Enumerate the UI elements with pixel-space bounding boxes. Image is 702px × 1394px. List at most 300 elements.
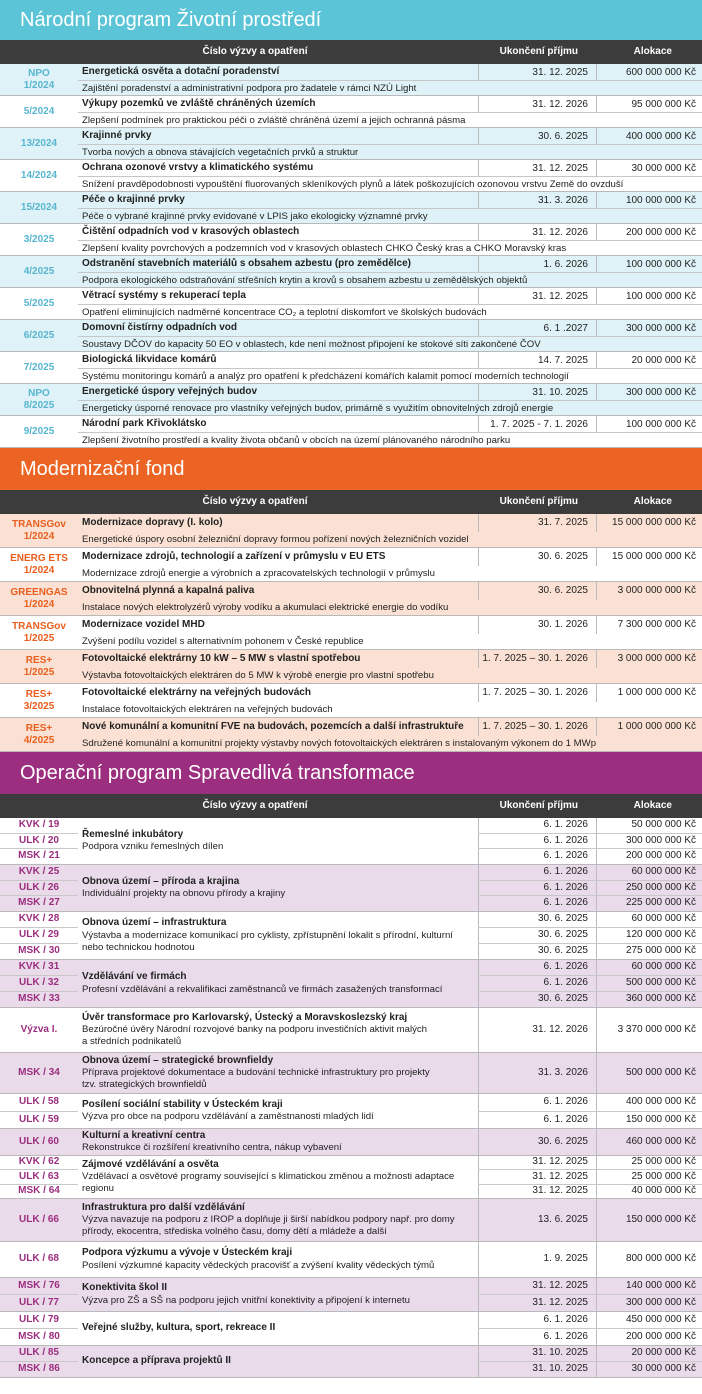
call-code: ULK / 29 bbox=[0, 928, 78, 944]
value-row bbox=[478, 1199, 702, 1241]
value-row bbox=[478, 928, 702, 944]
measure-name: Modernizace vozidel MHD bbox=[82, 618, 205, 630]
call-codes bbox=[0, 1242, 78, 1277]
deadline: 31. 12. 2025 bbox=[478, 1156, 596, 1169]
call-code-line: 8/2025 bbox=[23, 399, 55, 411]
values bbox=[478, 865, 702, 911]
measure-name: Ochrana ozonové vrstvy a klimatického systému bbox=[82, 161, 314, 173]
call-code-line: 1/2024 bbox=[23, 564, 55, 576]
call-code-line: 1/2024 bbox=[23, 598, 55, 610]
allocation: 1 000 000 000 Kč bbox=[596, 684, 702, 702]
row-top bbox=[78, 64, 702, 81]
table-row bbox=[0, 1199, 702, 1242]
deadline: 31. 12. 2025 bbox=[478, 1295, 596, 1311]
allocation: 300 000 000 Kč bbox=[596, 834, 702, 849]
measure-description: Instalace fotovoltaických elektráren na veřejných budovách bbox=[82, 704, 333, 715]
call-code: MSK / 76 bbox=[0, 1278, 78, 1295]
value-row bbox=[478, 818, 702, 834]
table-header bbox=[0, 40, 702, 64]
row-body bbox=[78, 288, 702, 319]
call-code bbox=[0, 352, 78, 383]
values bbox=[478, 818, 702, 864]
deadline: 6. 1. 2026 bbox=[478, 1329, 596, 1345]
call-code: ULK / 77 bbox=[18, 1296, 59, 1308]
measure-name: Obnova území – strategické brownfieldy bbox=[82, 1054, 274, 1066]
value-row bbox=[478, 1362, 702, 1377]
table-row bbox=[0, 548, 702, 582]
call-code-line: 14/2024 bbox=[20, 169, 58, 181]
call-code-line: 3/2025 bbox=[23, 700, 55, 712]
row-top bbox=[78, 224, 702, 241]
row-body bbox=[78, 548, 702, 581]
measure-description: Výzva pro ZŠ a SŠ na podporu jejich vnitřní konektivity a připojení k internetu bbox=[82, 1294, 410, 1306]
measure-name: Řemeslné inkubátory bbox=[82, 828, 184, 840]
call-code: MSK / 64 bbox=[18, 1185, 60, 1197]
values bbox=[478, 1346, 702, 1377]
value-row bbox=[478, 865, 702, 881]
value-row bbox=[478, 1312, 702, 1329]
call-code bbox=[0, 548, 78, 581]
call-codes bbox=[0, 1129, 78, 1155]
call-code: ULK / 68 bbox=[18, 1253, 59, 1265]
call-code bbox=[0, 224, 78, 255]
call-code: ULK / 63 bbox=[0, 1170, 78, 1184]
table-row bbox=[0, 1129, 702, 1156]
value-row bbox=[478, 1185, 702, 1198]
table-row bbox=[0, 1094, 702, 1129]
measure-name: Kulturní a kreativní centra bbox=[82, 1129, 206, 1141]
measure-description: Energetické úspory osobní železniční dopravy formou pořízení nových železničních vozidel bbox=[82, 534, 469, 545]
row-body bbox=[78, 650, 702, 683]
table-row bbox=[0, 1053, 702, 1094]
allocation: 15 000 000 000 Kč bbox=[596, 548, 702, 566]
allocation: 30 000 000 Kč bbox=[596, 160, 702, 176]
deadline: 30. 6. 2025 bbox=[478, 944, 596, 959]
call-code: KVK / 25 bbox=[0, 865, 78, 881]
allocation: 1 000 000 000 Kč bbox=[596, 718, 702, 736]
measure-description: Profesní vzdělávání a rekvalifikaci zaměstnanců ve firmách zasažených transformací bbox=[82, 983, 443, 995]
table-row bbox=[0, 96, 702, 128]
measure-name: Odstranění stavebních materiálů s obsahem azbestu (pro zemědělce) bbox=[82, 257, 411, 269]
deadline: 31. 12. 2025 bbox=[478, 288, 596, 304]
table-row bbox=[0, 960, 702, 1008]
header-allocation: Alokace bbox=[633, 495, 672, 507]
value-row bbox=[478, 1346, 702, 1362]
allocation: 275 000 000 Kč bbox=[596, 944, 702, 959]
deadline: 30. 6. 2025 bbox=[478, 128, 596, 144]
allocation: 600 000 000 Kč bbox=[596, 64, 702, 80]
measure-description: Snížení pravděpodobnosti vypouštění fluorovaných skleníkových plynů a látek poškozujících ozonovou vrstvu Země do ovzduší bbox=[82, 179, 624, 190]
allocation: 150 000 000 Kč bbox=[596, 1112, 702, 1129]
row-body bbox=[78, 514, 702, 547]
measure-text bbox=[78, 818, 478, 864]
allocation: 100 000 000 Kč bbox=[596, 288, 702, 304]
measure-name: Obnova území – infrastruktura bbox=[82, 917, 227, 929]
measure-text bbox=[78, 960, 478, 1007]
table-row bbox=[0, 224, 702, 256]
call-code bbox=[0, 684, 78, 717]
measure-description: Soustavy DČOV do kapacity 50 EO v oblastech, kde není možnost připojení ke stokové síti zakončené ČOV bbox=[82, 339, 541, 350]
measure-name: Výkupy pozemků ve zvláště chráněných územích bbox=[82, 97, 316, 109]
measure-text bbox=[78, 865, 478, 911]
call-code: ULK / 58 bbox=[0, 1094, 78, 1112]
row-body bbox=[78, 224, 702, 255]
row-top bbox=[78, 514, 702, 532]
row-top bbox=[78, 650, 702, 668]
header-allocation: Alokace bbox=[633, 799, 672, 811]
measure-text bbox=[78, 1008, 478, 1052]
allocation: 250 000 000 Kč bbox=[596, 881, 702, 896]
value-row bbox=[478, 944, 702, 959]
table-row bbox=[0, 1346, 702, 1378]
measure-name: Energetická osvěta a dotační poradenství bbox=[82, 65, 280, 77]
measure-description: tzv. strategických brownfieldů bbox=[82, 1079, 207, 1091]
table-row bbox=[0, 718, 702, 752]
call-code bbox=[0, 718, 78, 751]
allocation: 40 000 000 Kč bbox=[596, 1185, 702, 1198]
allocation: 450 000 000 Kč bbox=[596, 1312, 702, 1328]
call-code: MSK / 30 bbox=[18, 945, 60, 957]
row-body bbox=[78, 256, 702, 287]
call-code bbox=[0, 64, 78, 95]
measure-description: Zlepšení kvality povrchových a podzemních vod v krasových oblastech CHKO Český kras a CHKO Moravský kras bbox=[82, 243, 567, 254]
measure-name: Úvěr transformace pro Karlovarský, Ústecký a Moravskoslezský kraj bbox=[82, 1011, 408, 1023]
call-code bbox=[0, 582, 78, 615]
call-codes bbox=[0, 912, 78, 959]
value-row bbox=[478, 1170, 702, 1184]
deadline: 6. 1. 2026 bbox=[478, 849, 596, 864]
measure-name: Modernizace zdrojů, technologií a zařízení v průmyslu v EU ETS bbox=[82, 550, 386, 562]
allocation: 95 000 000 Kč bbox=[596, 96, 702, 112]
call-code-line: 1/2024 bbox=[23, 530, 55, 542]
call-codes bbox=[0, 1094, 78, 1128]
measure-description: Bezúročné úvěry Národní rozvojové banky na podporu investičních aktivit malých bbox=[82, 1024, 428, 1036]
value-row bbox=[478, 849, 702, 864]
row-top bbox=[78, 128, 702, 145]
deadline: 30. 6. 2025 bbox=[478, 912, 596, 927]
value-row bbox=[478, 1295, 702, 1311]
deadline: 6. 1. 2026 bbox=[478, 960, 596, 975]
call-code bbox=[0, 416, 78, 447]
call-code: KVK / 28 bbox=[0, 912, 78, 928]
header-call: Číslo výzvy a opatření bbox=[202, 495, 308, 507]
call-codes bbox=[0, 1008, 78, 1052]
call-codes bbox=[0, 960, 78, 1007]
measure-description: Podpora vzniku řemeslných dílen bbox=[82, 841, 224, 853]
measure-description: Výstavba a modernizace komunikací pro cyklisty, zpřístupnění lokalit s přírodní, kulturní bbox=[82, 929, 453, 941]
values bbox=[478, 1094, 702, 1128]
deadline: 1. 7. 2025 – 30. 1. 2026 bbox=[478, 684, 596, 702]
measure-description: Opatření eliminujících nadměrné koncentrace CO₂ a teplotní diskomfort ve školských budovách bbox=[82, 307, 487, 318]
measure-description: Vzdělávací a osvětové programy související s klimatickou změnou a možnosti adaptace bbox=[82, 1171, 455, 1183]
call-code: ULK / 26 bbox=[0, 881, 78, 897]
call-code: MSK / 27 bbox=[18, 897, 60, 909]
call-code-line: TRANSGov bbox=[12, 518, 66, 530]
row-body bbox=[78, 416, 702, 447]
call-code: ULK / 79 bbox=[0, 1312, 78, 1329]
deadline: 30. 6. 2025 bbox=[478, 582, 596, 600]
measure-text bbox=[78, 1156, 478, 1198]
row-top bbox=[78, 96, 702, 113]
values bbox=[478, 1312, 702, 1345]
measure-text bbox=[78, 1053, 478, 1093]
measure-name: Koncepce a příprava projektů II bbox=[82, 1355, 231, 1367]
table-modernizacni-fond bbox=[0, 514, 702, 752]
call-code-line: 13/2024 bbox=[20, 137, 58, 149]
call-code-line: GREENGAS bbox=[10, 586, 68, 598]
call-code: ULK / 85 bbox=[0, 1346, 78, 1362]
deadline: 30. 6. 2025 bbox=[478, 992, 596, 1007]
call-code bbox=[0, 650, 78, 683]
call-code-line: 7/2025 bbox=[23, 361, 55, 373]
call-code bbox=[0, 514, 78, 547]
allocation: 60 000 000 Kč bbox=[596, 865, 702, 880]
row-body bbox=[78, 96, 702, 127]
measure-name: Veřejné služby, kultura, sport, rekreace II bbox=[82, 1322, 276, 1334]
measure-description: Modernizace zdrojů energie a výrobních a zpracovatelských technologií v průmyslu bbox=[82, 568, 436, 579]
allocation: 20 000 000 Kč bbox=[596, 352, 702, 368]
allocation: 120 000 000 Kč bbox=[596, 928, 702, 943]
row-top bbox=[78, 416, 702, 433]
allocation: 30 000 000 Kč bbox=[596, 1362, 702, 1377]
call-code-line: 3/2025 bbox=[23, 233, 55, 245]
call-code bbox=[0, 160, 78, 191]
row-body bbox=[78, 192, 702, 223]
section-title-zivotni-prostredi: Národní program Životní prostředí bbox=[0, 0, 702, 40]
header-call: Číslo výzvy a opatření bbox=[202, 45, 308, 57]
row-top bbox=[78, 288, 702, 305]
allocation: 150 000 000 Kč bbox=[596, 1199, 702, 1241]
table-header bbox=[0, 794, 702, 818]
call-code: Výzva I. bbox=[20, 1023, 58, 1035]
allocation: 225 000 000 Kč bbox=[596, 896, 702, 911]
deadline: 14. 7. 2025 bbox=[478, 352, 596, 368]
call-code-line: RES+ bbox=[25, 654, 53, 666]
deadline: 1. 7. 2025 – 30. 1. 2026 bbox=[478, 718, 596, 736]
row-body bbox=[78, 384, 702, 415]
value-row bbox=[478, 992, 702, 1007]
table-row bbox=[0, 128, 702, 160]
measure-name: Infrastruktura pro další vzdělávání bbox=[82, 1201, 245, 1213]
deadline: 6. 1. 2026 bbox=[478, 865, 596, 880]
allocation: 7 300 000 000 Kč bbox=[596, 616, 702, 634]
measure-text bbox=[78, 1242, 478, 1277]
allocation: 500 000 000 Kč bbox=[596, 976, 702, 991]
row-top bbox=[78, 352, 702, 369]
measure-description: Zlepšení životního prostředí a kvality života občanů v obcích na území plánovaného národního parku bbox=[82, 435, 511, 446]
call-code: MSK / 86 bbox=[18, 1363, 60, 1375]
allocation: 800 000 000 Kč bbox=[596, 1242, 702, 1277]
values bbox=[478, 1053, 702, 1093]
allocation: 200 000 000 Kč bbox=[596, 1329, 702, 1345]
measure-text bbox=[78, 1346, 478, 1377]
table-row bbox=[0, 1242, 702, 1278]
values bbox=[478, 960, 702, 1007]
call-codes bbox=[0, 1199, 78, 1241]
measure-description: Zvýšení podílu vozidel s alternativním pohonem v České republice bbox=[82, 636, 364, 647]
allocation: 400 000 000 Kč bbox=[596, 1094, 702, 1111]
measure-description: a středních podnikatelů bbox=[82, 1036, 182, 1048]
values bbox=[478, 1008, 702, 1052]
values bbox=[478, 1242, 702, 1277]
value-row bbox=[478, 960, 702, 976]
measure-name: Energetické úspory veřejných budov bbox=[82, 385, 258, 397]
header-call: Číslo výzvy a opatření bbox=[202, 799, 308, 811]
row-top bbox=[78, 684, 702, 702]
deadline: 6. 1. 2026 bbox=[478, 881, 596, 896]
measure-description: přírody, ekocentra, střediska volného času, domy dětí a mládeže a další bbox=[82, 1226, 387, 1238]
row-top bbox=[78, 616, 702, 634]
allocation: 140 000 000 Kč bbox=[596, 1278, 702, 1294]
call-codes bbox=[0, 1156, 78, 1198]
value-row bbox=[478, 1278, 702, 1295]
measure-text bbox=[78, 912, 478, 959]
allocation: 50 000 000 Kč bbox=[596, 818, 702, 833]
table-row bbox=[0, 416, 702, 448]
deadline: 6. 1. 2026 bbox=[478, 896, 596, 911]
call-code-line: 15/2024 bbox=[20, 201, 58, 213]
call-codes bbox=[0, 1312, 78, 1345]
row-top bbox=[78, 160, 702, 177]
allocation: 100 000 000 Kč bbox=[596, 256, 702, 272]
allocation: 200 000 000 Kč bbox=[596, 849, 702, 864]
call-code bbox=[0, 192, 78, 223]
deadline: 31. 12. 2026 bbox=[478, 1008, 596, 1052]
call-code: ULK / 32 bbox=[0, 976, 78, 992]
row-top bbox=[78, 718, 702, 736]
table-row bbox=[0, 192, 702, 224]
allocation: 25 000 000 Kč bbox=[596, 1170, 702, 1183]
call-codes bbox=[0, 865, 78, 911]
row-body bbox=[78, 320, 702, 351]
measure-name: Obnovitelná plynná a kapalná paliva bbox=[82, 584, 255, 596]
deadline: 31. 12. 2025 bbox=[478, 160, 596, 176]
table-row bbox=[0, 256, 702, 288]
call-code-line: 1/2024 bbox=[23, 79, 55, 91]
measure-name: Krajinné prvky bbox=[82, 129, 152, 141]
measure-description: Posílení výzkumné kapacity vědeckých pracovišť a zvýšení kvality vědeckých týmů bbox=[82, 1259, 435, 1271]
deadline: 6. 1. 2026 bbox=[478, 1112, 596, 1129]
table-row bbox=[0, 352, 702, 384]
call-code bbox=[0, 384, 78, 415]
call-code: ULK / 20 bbox=[0, 834, 78, 850]
allocation: 500 000 000 Kč bbox=[596, 1053, 702, 1093]
measure-description: Zajištění poradenství a administrativní podpora pro žadatele v rámci NZÚ Light bbox=[82, 83, 417, 94]
call-code-line: 4/2025 bbox=[23, 265, 55, 277]
allocation: 460 000 000 Kč bbox=[596, 1129, 702, 1155]
measure-name: Zájmové vzdělávání a osvěta bbox=[82, 1158, 219, 1170]
call-code: KVK / 19 bbox=[0, 818, 78, 834]
measure-description: regionu bbox=[82, 1183, 115, 1195]
deadline: 6. 1. 2026 bbox=[478, 1094, 596, 1111]
row-body bbox=[78, 64, 702, 95]
value-row bbox=[478, 1053, 702, 1093]
allocation: 360 000 000 Kč bbox=[596, 992, 702, 1007]
allocation: 100 000 000 Kč bbox=[596, 416, 702, 432]
deadline: 1. 6. 2026 bbox=[478, 256, 596, 272]
measure-description: Péče o vybrané krajinné prvky evidované v LPIS jako ekologicky významné prvky bbox=[82, 211, 428, 222]
call-codes bbox=[0, 1053, 78, 1093]
deadline: 31. 12. 2025 bbox=[478, 1170, 596, 1183]
row-body bbox=[78, 616, 702, 649]
table-row bbox=[0, 616, 702, 650]
value-row bbox=[478, 1242, 702, 1277]
values bbox=[478, 1278, 702, 1311]
table-row bbox=[0, 1278, 702, 1312]
call-code bbox=[0, 616, 78, 649]
call-code: ULK / 60 bbox=[18, 1135, 59, 1147]
allocation: 3 000 000 000 Kč bbox=[596, 650, 702, 668]
row-top bbox=[78, 548, 702, 566]
measure-description: Rekonstrukce či rozšíření kreativního centra, nákup vybavení bbox=[82, 1142, 342, 1154]
measure-name: Posílení sociální stability v Ústeckém kraji bbox=[82, 1098, 283, 1110]
call-codes bbox=[0, 818, 78, 864]
call-code: MSK / 21 bbox=[18, 850, 60, 862]
call-code: MSK / 33 bbox=[18, 993, 60, 1005]
measure-description: Podpora ekologického odstraňování střešních krytin a krovů s obsahem azbestu u zemědělských objektů bbox=[82, 275, 528, 286]
call-codes bbox=[0, 1278, 78, 1311]
call-code: ULK / 59 bbox=[18, 1113, 59, 1125]
measure-description: Sdružené komunální a komunitní projekty výstavby nových fotovoltaických elektráren s instalovaným výkonem do 1 MWp bbox=[82, 738, 597, 749]
call-code bbox=[0, 288, 78, 319]
measure-name: Biologická likvidace komárů bbox=[82, 353, 217, 365]
deadline: 30. 6. 2025 bbox=[478, 1129, 596, 1155]
call-code-line: RES+ bbox=[25, 722, 53, 734]
row-body bbox=[78, 582, 702, 615]
call-code-line: ENERG ETS bbox=[10, 552, 68, 564]
measure-name: Konektivita škol II bbox=[82, 1282, 168, 1294]
value-row bbox=[478, 896, 702, 911]
table-row bbox=[0, 160, 702, 192]
value-row bbox=[478, 1008, 702, 1052]
row-body bbox=[78, 684, 702, 717]
call-code bbox=[0, 320, 78, 351]
call-code: MSK / 34 bbox=[18, 1066, 60, 1078]
allocation: 25 000 000 Kč bbox=[596, 1156, 702, 1169]
call-code: ULK / 66 bbox=[18, 1213, 59, 1225]
call-code-line: 5/2024 bbox=[23, 105, 55, 117]
deadline: 1. 7. 2025 - 7. 1. 2026 bbox=[478, 416, 596, 432]
table-row bbox=[0, 582, 702, 616]
measure-text bbox=[78, 1278, 478, 1311]
header-deadline: Ukončení příjmu bbox=[499, 495, 578, 507]
measure-name: Národní park Křivoklátsko bbox=[82, 417, 207, 429]
call-code-line: NPO bbox=[28, 67, 50, 79]
measure-name: Domovní čistírny odpadních vod bbox=[82, 321, 238, 333]
table-row bbox=[0, 684, 702, 718]
deadline: 6. 1 .2027 bbox=[478, 320, 596, 336]
row-top bbox=[78, 320, 702, 337]
row-body bbox=[78, 352, 702, 383]
section-title-modernizacni-fond: Modernizační fond bbox=[0, 448, 702, 490]
measure-name: Větrací systémy s rekuperací tepla bbox=[82, 289, 246, 301]
call-code bbox=[0, 128, 78, 159]
measure-description: Energeticky úsporné renovace pro vlastníky veřejných budov, primárně s využitím obnovitelných zdrojů energie bbox=[82, 403, 554, 414]
allocation: 100 000 000 Kč bbox=[596, 192, 702, 208]
row-top bbox=[78, 384, 702, 401]
table-row bbox=[0, 288, 702, 320]
measure-name: Vzdělávání ve firmách bbox=[82, 971, 187, 983]
call-code-line: 4/2025 bbox=[23, 734, 55, 746]
deadline: 6. 1. 2026 bbox=[478, 818, 596, 833]
call-code-line: 9/2025 bbox=[23, 425, 55, 437]
call-code-line: 1/2025 bbox=[23, 632, 55, 644]
measure-name: Nové komunální a komunitní FVE na budovách, pozemcích a další infrastruktuře bbox=[82, 720, 464, 732]
call-code-line: NPO bbox=[28, 387, 50, 399]
deadline: 31. 7. 2025 bbox=[478, 514, 596, 532]
deadline: 30. 6. 2025 bbox=[478, 928, 596, 943]
measure-name: Modernizace dopravy (I. kolo) bbox=[82, 516, 223, 528]
